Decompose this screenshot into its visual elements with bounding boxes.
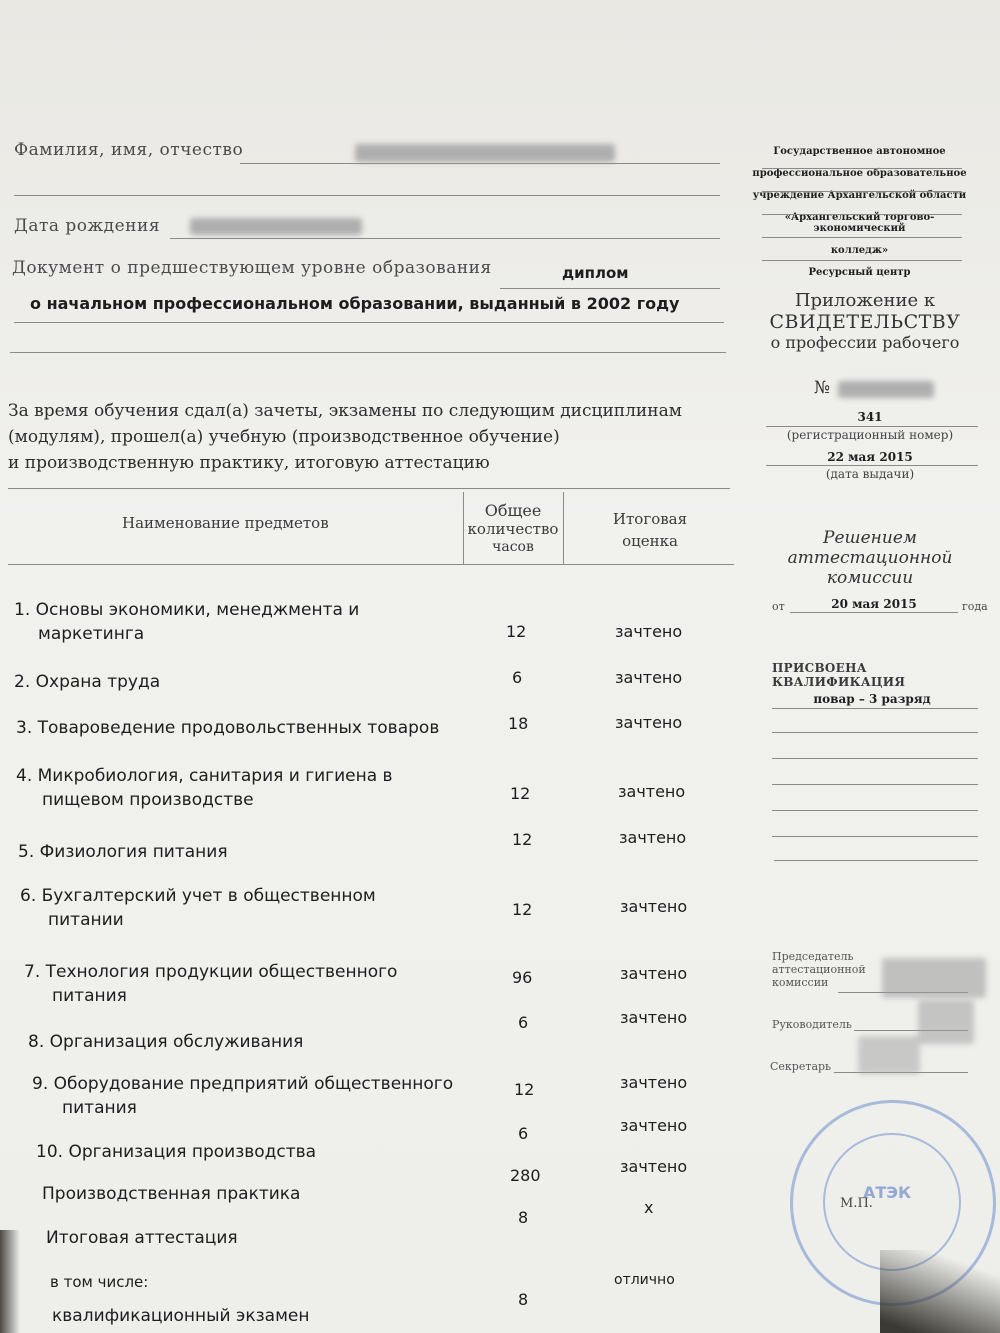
qual-line-5: [772, 810, 978, 811]
table-row: [24, 960, 474, 1008]
dob-line: [170, 238, 720, 239]
row-number: 8.: [28, 1032, 45, 1052]
table-row: [16, 716, 476, 740]
reg-number-label: (регистрационный номер): [786, 428, 954, 442]
row-grade: зачтено: [618, 782, 686, 801]
row-grade: зачтено: [615, 668, 683, 687]
col-subject-header: Наименование предметов: [122, 514, 329, 532]
qualification-value: повар – 3 разряд: [813, 692, 931, 706]
table-top-border: [8, 488, 730, 489]
page-shadow-left: [0, 1230, 20, 1333]
exam-grade: отлично: [614, 1272, 675, 1288]
head-signature-redacted: [918, 1000, 974, 1044]
table-row: [28, 1030, 478, 1054]
subject-line-1: Физиология питания: [39, 842, 228, 862]
decision-line-2: аттестационной: [787, 548, 953, 568]
decision-block: [770, 528, 970, 588]
subject-line-1: Основы экономики, менеджмента и: [35, 600, 360, 620]
col-hours-header-1: Общее: [484, 501, 542, 520]
table-row: [36, 1140, 486, 1164]
intro-line-2: (модулям), прошел(а) учебную (производственное обучение): [8, 427, 560, 447]
decision-line-3: комиссии: [826, 568, 914, 588]
reg-number: 341: [857, 410, 883, 424]
subject-line-1: Организация производства: [68, 1142, 317, 1162]
row-number: 5.: [18, 842, 35, 862]
qual-line-7: [774, 860, 978, 861]
table-row: [32, 1072, 482, 1120]
prev-doc-desc: о начальном профессиональном образовании, выданный в 2002 году: [30, 294, 680, 313]
exam-label: квалификационный экзамен: [52, 1306, 310, 1326]
title-line-1: Приложение к: [794, 290, 936, 311]
final-label: Итоговая аттестация: [46, 1228, 238, 1248]
institution-line-rule-1: [762, 168, 962, 169]
col-grade-header-1: Итоговая: [612, 510, 688, 528]
reg-number-line: [766, 426, 978, 427]
institution-line-3: учреждение Архангельской области: [752, 190, 967, 201]
institution-line-rule-5: [762, 260, 962, 261]
subject-line-2: питания: [52, 986, 127, 1006]
institution-line-6: Ресурсный центр: [808, 267, 911, 278]
fio-line-2: [14, 195, 720, 196]
dob-label: Дата рождения: [14, 216, 161, 236]
final-hours: 8: [518, 1208, 529, 1227]
chairman-signature-redacted: [882, 958, 986, 998]
row-hours: 12: [510, 784, 531, 803]
row-hours: 6: [518, 1013, 529, 1032]
title-line-3: о профессии рабочего: [770, 333, 960, 352]
subject-line-1: Микробиология, санитария и гигиена в: [37, 766, 393, 786]
qual-line-2: [772, 732, 978, 733]
table-col-divider-2: [563, 492, 564, 564]
subject-line-1: Технология продукции общественного: [45, 962, 398, 982]
row-number: 6.: [20, 886, 37, 906]
decision-line-1: Решением: [823, 528, 917, 548]
qual-line-3: [772, 758, 978, 759]
prev-doc-line: [500, 288, 720, 289]
row-grade: зачтено: [620, 897, 688, 916]
row-hours: 18: [508, 714, 529, 733]
institution-line-5: колледж»: [830, 245, 889, 256]
dob-redacted: [190, 218, 362, 235]
decision-date-line: [790, 612, 958, 613]
table-row: [16, 764, 466, 812]
row-number: 7.: [24, 962, 41, 982]
col-hours-header-2: количество: [467, 520, 559, 538]
row-number: 9.: [32, 1074, 49, 1094]
row-hours: 12: [514, 1080, 535, 1099]
exam-hours: 8: [518, 1290, 529, 1309]
issue-date: 22 мая 2015: [827, 450, 913, 464]
institution-line-rule-4: [762, 237, 962, 238]
institution-line-rule-2: [762, 191, 962, 192]
row-number: 4.: [16, 766, 33, 786]
subject-line-1: Оборудование предприятий общественного: [53, 1074, 454, 1094]
col-grade-header-2: оценка: [622, 532, 678, 550]
chairman-line-3: комиссии: [772, 976, 829, 989]
subject-line-1: Организация обслуживания: [49, 1032, 304, 1052]
chairman-line-2: аттестационной: [772, 963, 866, 976]
row-number: 3.: [16, 718, 33, 738]
subject-line-2: питания: [62, 1098, 137, 1118]
including-label: в том числе:: [50, 1273, 149, 1291]
row-grade: зачтено: [620, 964, 688, 983]
institution-line-rule-3: [762, 214, 962, 215]
qual-line-6: [772, 836, 978, 837]
secretary-label: Секретарь: [770, 1060, 832, 1073]
institution-line-4: «Архангельский торгово-экономический: [784, 212, 935, 234]
decision-date: 20 мая 2015: [831, 597, 917, 611]
final-grade: x: [644, 1198, 654, 1217]
row-number: 10.: [36, 1142, 64, 1162]
row-hours: 6: [512, 668, 523, 687]
intro-text: [8, 398, 728, 476]
table-row: [14, 670, 464, 694]
decision-from-label: от: [772, 600, 785, 613]
row-hours: 6: [518, 1124, 529, 1143]
fio-line: [240, 163, 720, 164]
prev-doc-type: диплом: [562, 264, 629, 282]
table-row: [14, 598, 464, 646]
institution-line-1: Государственное автономное: [773, 146, 946, 157]
number-redacted: [838, 381, 934, 398]
intro-line-1: За время обучения сдал(а) зачеты, экзамены по следующим дисциплинам: [8, 401, 682, 421]
document-title: [760, 290, 970, 352]
practice-label: Производственная практика: [42, 1184, 301, 1204]
head-label: Руководитель: [772, 1018, 852, 1031]
intro-line-3: и производственную практику, итоговую аттестацию: [8, 453, 490, 473]
institution-block: [752, 146, 967, 278]
table-row: [20, 884, 470, 932]
subject-line-1: Товароведение продовольственных товаров: [37, 718, 440, 738]
decision-year-label: года: [962, 600, 988, 613]
qual-line-4: [772, 784, 978, 785]
row-grade: зачтено: [620, 1073, 688, 1092]
row-grade: зачтено: [620, 1008, 688, 1027]
stamp-place-label: М.П.: [840, 1196, 873, 1211]
title-line-2: СВИДЕТЕЛЬСТВУ: [769, 311, 961, 333]
qualification-label: ПРИСВОЕНА КВАЛИФИКАЦИЯ: [772, 661, 906, 689]
issue-date-line: [766, 465, 978, 466]
row-hours: 96: [512, 968, 533, 987]
col-hours-header-3: часов: [492, 539, 534, 555]
row-hours: 12: [506, 622, 527, 641]
row-hours: 12: [512, 830, 533, 849]
fio-label: Фамилия, имя, отчество: [14, 140, 244, 160]
col-hours-header: [464, 502, 562, 556]
row-grade: зачтено: [615, 713, 683, 732]
row-grade: зачтено: [615, 622, 683, 641]
row-number: 1.: [14, 600, 31, 620]
number-sign: №: [814, 378, 831, 398]
chairman-label: [772, 950, 866, 989]
secretary-signature-redacted: [858, 1036, 920, 1074]
prev-doc-line-2: [14, 322, 724, 323]
table-header-bottom: [8, 564, 734, 565]
row-grade: зачтено: [620, 1116, 688, 1135]
subject-line-2: пищевом производстве: [42, 790, 254, 810]
page-shadow-right: [880, 1250, 1000, 1333]
issue-date-label: (дата выдачи): [825, 467, 915, 481]
practice-grade: зачтено: [620, 1157, 688, 1176]
subject-line-1: Охрана труда: [35, 672, 161, 692]
subject-line-2: питании: [48, 910, 124, 930]
row-hours: 12: [512, 900, 533, 919]
col-grade-header: [580, 508, 720, 552]
practice-hours: 280: [510, 1166, 541, 1185]
fio-redacted: [355, 144, 615, 162]
chairman-line-1: Председатель: [772, 950, 854, 963]
stamp-logo: АТЭК: [863, 1183, 912, 1202]
subject-line-2: маркетинга: [38, 624, 145, 644]
subject-line-1: Бухгалтерский учет в общественном: [41, 886, 376, 906]
row-number: 2.: [14, 672, 31, 692]
table-row: [18, 840, 468, 864]
prev-doc-line-3: [10, 352, 726, 353]
row-grade: зачтено: [619, 828, 687, 847]
institution-line-2: профессиональное образовательное: [752, 168, 967, 179]
prev-doc-label: Документ о предшествующем уровне образования: [12, 258, 492, 278]
qual-line-1: [772, 708, 978, 709]
